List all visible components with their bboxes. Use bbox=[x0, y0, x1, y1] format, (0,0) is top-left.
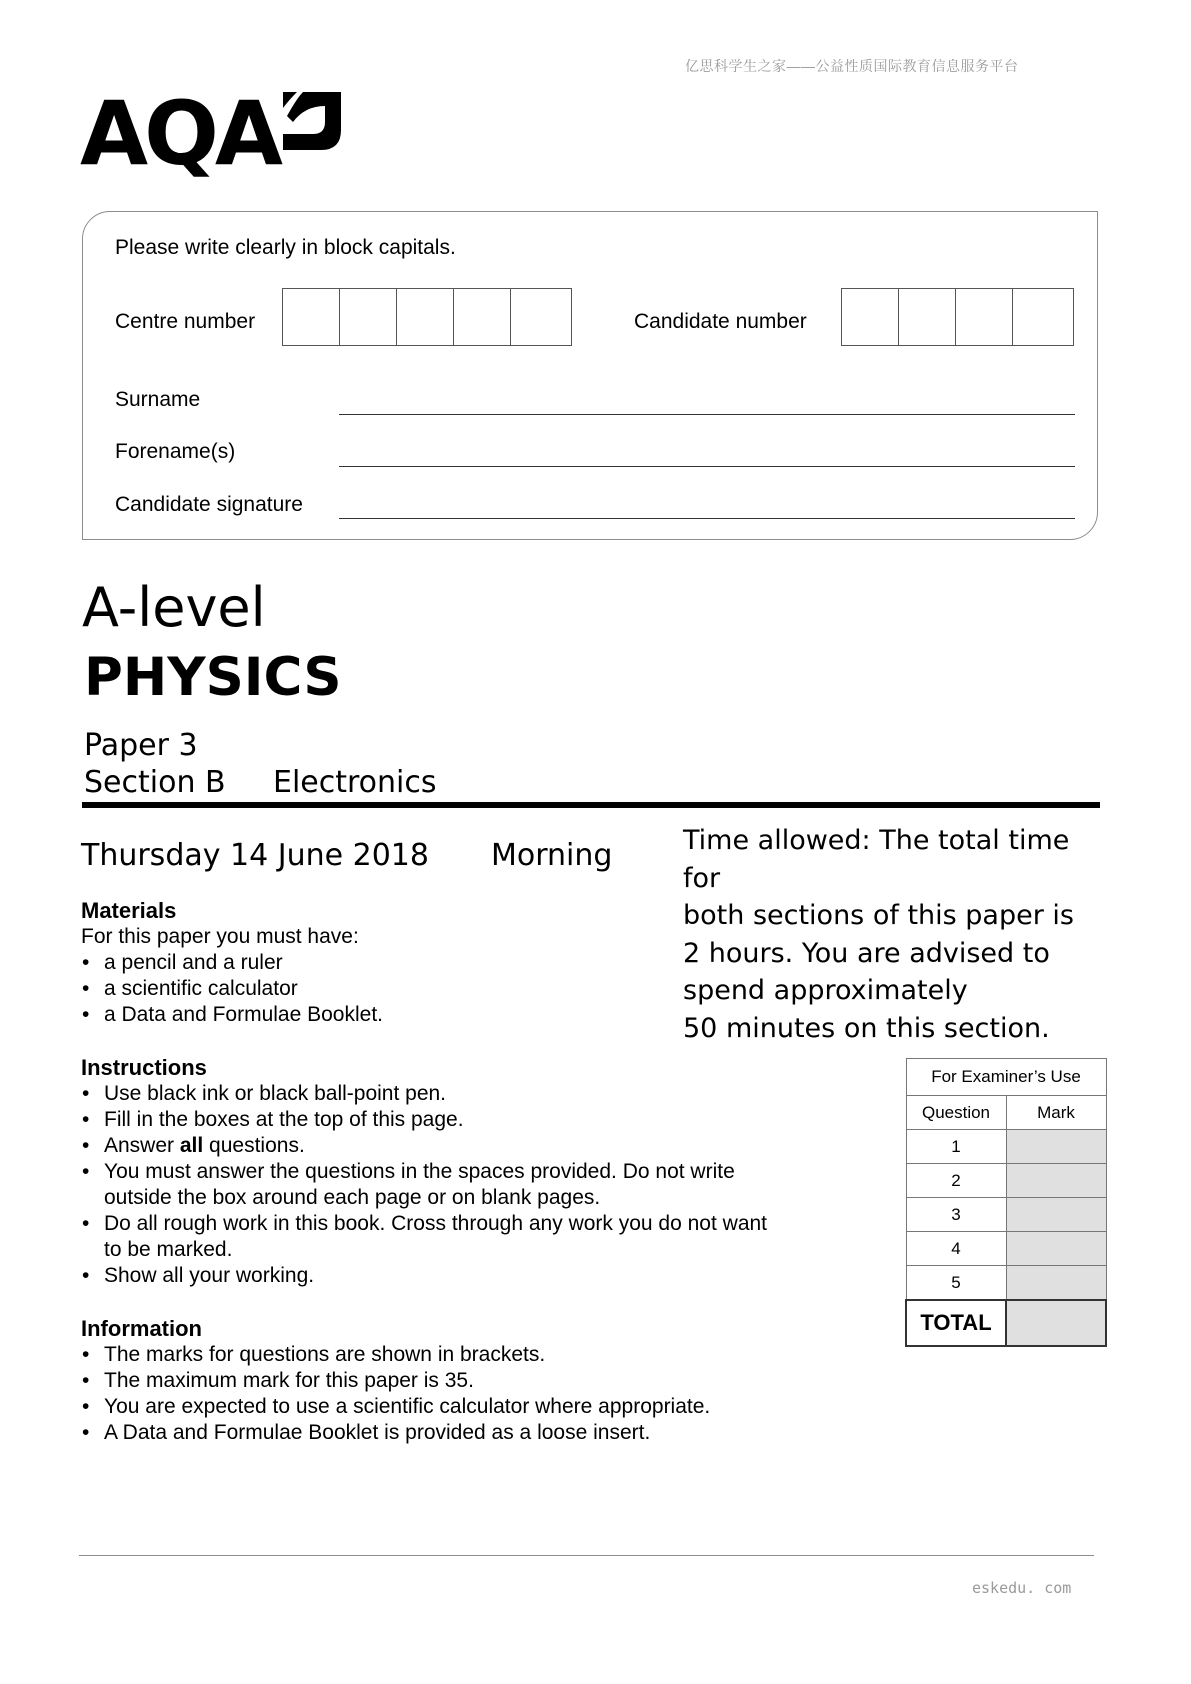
table-row bbox=[906, 1266, 1106, 1301]
section-label: Section B bbox=[84, 765, 226, 800]
list-item-text: Answer bbox=[104, 1134, 180, 1157]
section-topic: Electronics bbox=[273, 765, 437, 800]
materials-section bbox=[81, 898, 383, 1028]
paper-number: Paper 3 bbox=[84, 728, 198, 763]
question-number: 1 bbox=[906, 1130, 1006, 1164]
list-item: • A Data and Formulae Booklet is provided as a loose insert. bbox=[81, 1420, 710, 1446]
time-allowed-line: 50 minutes on this section. bbox=[683, 1012, 1050, 1044]
list-item: • Fill in the boxes at the top of this page. bbox=[81, 1107, 767, 1133]
watermark-bottom: eskedu. com bbox=[972, 1579, 1072, 1597]
time-allowed-line: Time allowed: The total time for bbox=[683, 825, 1070, 894]
mark-cell bbox=[1006, 1266, 1106, 1301]
examiner-table-heading: For Examiner’s Use bbox=[906, 1059, 1106, 1096]
signature-line[interactable] bbox=[339, 518, 1075, 519]
question-number: 2 bbox=[906, 1164, 1006, 1198]
time-allowed-line: both sections of this paper is bbox=[683, 900, 1074, 931]
information-list bbox=[81, 1342, 710, 1446]
mark-cell bbox=[1006, 1198, 1106, 1232]
table-row bbox=[906, 1198, 1106, 1232]
list-item-text: questions. bbox=[203, 1134, 305, 1157]
instructions-section bbox=[81, 1055, 767, 1289]
candidate-details-box bbox=[82, 211, 1098, 540]
list-item bbox=[81, 1133, 767, 1159]
candidate-number-label: Candidate number bbox=[634, 310, 807, 333]
emphasis-text: all bbox=[179, 1134, 204, 1157]
forenames-line[interactable] bbox=[339, 466, 1075, 467]
time-allowed-line: spend approximately bbox=[683, 975, 968, 1006]
table-row bbox=[906, 1130, 1106, 1164]
list-item: • The marks for questions are shown in brackets. bbox=[81, 1342, 710, 1368]
list-item bbox=[81, 1211, 767, 1263]
list-item: • a Data and Formulae Booklet. bbox=[81, 1002, 383, 1028]
list-item: • The maximum mark for this paper is 35. bbox=[81, 1368, 710, 1394]
question-number: 4 bbox=[906, 1232, 1006, 1266]
signature-label: Candidate signature bbox=[115, 493, 303, 516]
table-row bbox=[906, 1164, 1106, 1198]
question-column-header: Question bbox=[906, 1096, 1006, 1130]
question-number: 3 bbox=[906, 1198, 1006, 1232]
total-label: TOTAL bbox=[906, 1300, 1006, 1346]
list-item-text: outside the box around each page or on blank pages. bbox=[104, 1186, 601, 1209]
block-capitals-instruction: Please write clearly in block capitals. bbox=[115, 236, 456, 259]
list-item bbox=[81, 1159, 767, 1211]
list-item-text: to be marked. bbox=[104, 1238, 233, 1261]
instructions-heading: Instructions bbox=[81, 1055, 207, 1080]
list-item: • a pencil and a ruler bbox=[81, 950, 383, 976]
total-mark-cell bbox=[1006, 1300, 1106, 1346]
forenames-label: Forename(s) bbox=[115, 440, 236, 463]
information-heading: Information bbox=[81, 1316, 202, 1341]
list-item: • You are expected to use a scientific calculator where appropriate. bbox=[81, 1394, 710, 1420]
title-divider bbox=[82, 802, 1100, 808]
centre-number-label: Centre number bbox=[115, 310, 256, 333]
candidate-digit-box[interactable] bbox=[1013, 289, 1070, 345]
list-item: • Use black ink or black ball-point pen. bbox=[81, 1081, 767, 1107]
instructions-list bbox=[81, 1081, 767, 1289]
materials-list bbox=[81, 950, 383, 1028]
candidate-digit-box[interactable] bbox=[899, 289, 956, 345]
mark-column-header: Mark bbox=[1006, 1096, 1106, 1130]
list-item: • a scientific calculator bbox=[81, 976, 383, 1002]
centre-digit-box[interactable] bbox=[340, 289, 397, 345]
footer-divider bbox=[79, 1555, 1094, 1556]
list-item-text: Do all rough work in this book. Cross through any work you do not want bbox=[104, 1212, 768, 1235]
table-row bbox=[906, 1232, 1106, 1266]
list-item: • Show all your working. bbox=[81, 1263, 767, 1289]
mark-cell bbox=[1006, 1164, 1106, 1198]
leaf-icon bbox=[283, 92, 341, 150]
watermark-top: 亿思科学生之家——公益性质国际教育信息服务平台 bbox=[685, 58, 1019, 74]
exam-date: Thursday 14 June 2018 bbox=[81, 838, 429, 873]
list-item-text: You must answer the questions in the spaces provided. Do not write bbox=[104, 1160, 735, 1183]
centre-digit-box[interactable] bbox=[454, 289, 511, 345]
information-section bbox=[81, 1316, 710, 1446]
examiner-use-table bbox=[905, 1058, 1107, 1347]
surname-line[interactable] bbox=[339, 414, 1075, 415]
mark-cell bbox=[1006, 1232, 1106, 1266]
surname-label: Surname bbox=[115, 388, 201, 411]
centre-number-boxes[interactable] bbox=[282, 288, 572, 346]
materials-heading: Materials bbox=[81, 898, 177, 923]
aqa-logo bbox=[80, 82, 342, 185]
materials-intro: For this paper you must have: bbox=[81, 925, 359, 948]
mark-cell bbox=[1006, 1130, 1106, 1164]
qualification-level: A-level bbox=[82, 576, 266, 639]
logo-text: AQA bbox=[80, 82, 280, 185]
time-allowed bbox=[683, 822, 1103, 1047]
candidate-digit-box[interactable] bbox=[956, 289, 1013, 345]
time-allowed-line: 2 hours. You are advised to bbox=[683, 937, 1050, 969]
subject-title: PHYSICS bbox=[84, 647, 342, 708]
candidate-digit-box[interactable] bbox=[842, 289, 899, 345]
candidate-number-boxes[interactable] bbox=[841, 288, 1074, 346]
centre-digit-box[interactable] bbox=[511, 289, 568, 345]
centre-digit-box[interactable] bbox=[283, 289, 340, 345]
centre-digit-box[interactable] bbox=[397, 289, 454, 345]
exam-session: Morning bbox=[491, 838, 613, 873]
total-row bbox=[906, 1300, 1106, 1346]
question-number: 5 bbox=[906, 1266, 1006, 1301]
